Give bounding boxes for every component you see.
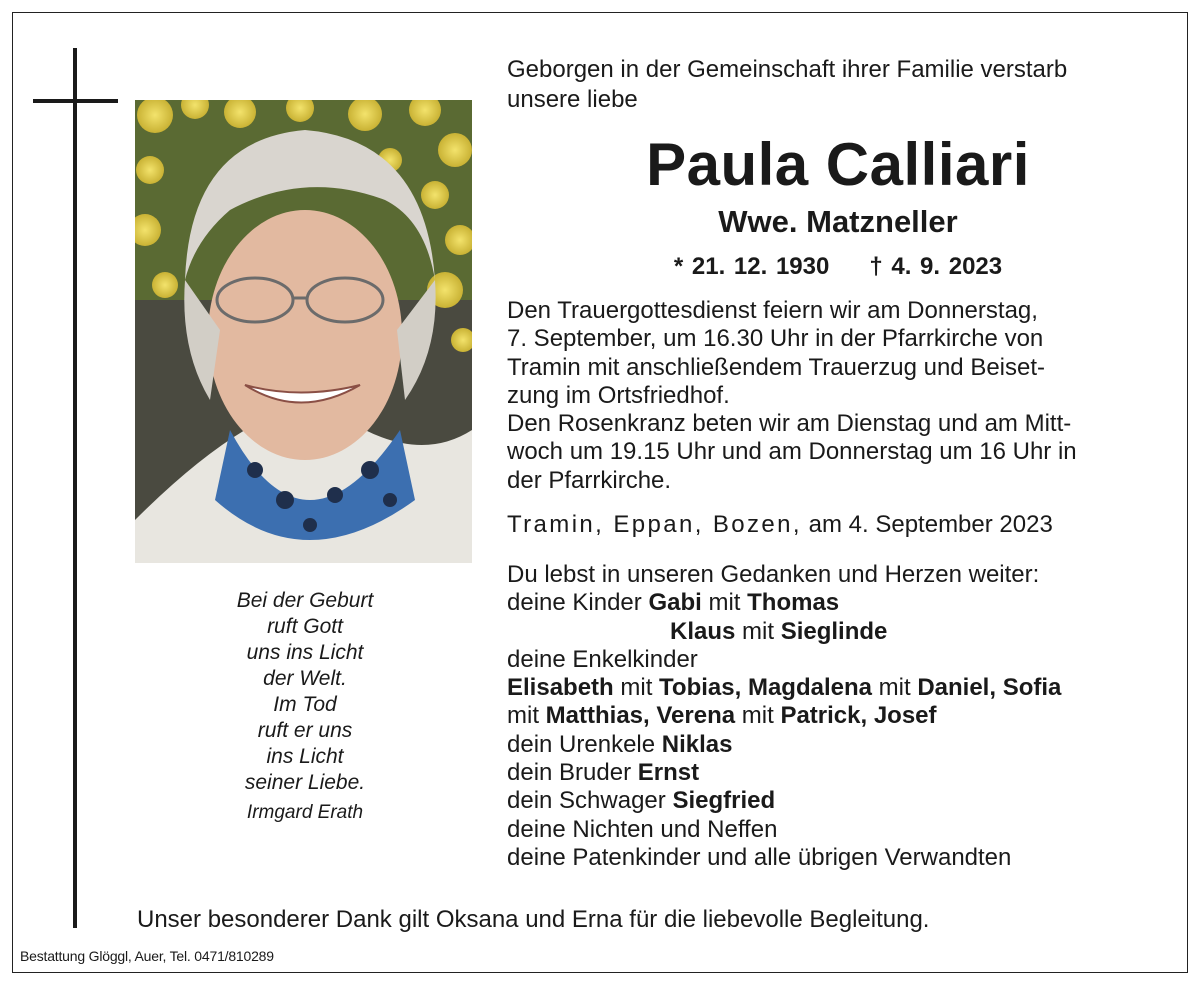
notice-date: am 4. September 2023 (808, 511, 1053, 538)
portrait-photo (135, 100, 472, 563)
poem-line: Bei der Geburt (236, 589, 374, 612)
label: dein Schwager (507, 787, 666, 815)
child-name: Gabi (648, 589, 702, 617)
poem-line: ruft er uns (257, 719, 353, 742)
partner-name: Sieglinde (780, 617, 888, 645)
places: Tramin, Eppan, Bozen, (507, 511, 802, 538)
brother-in-law-name: Siegfried (672, 787, 776, 815)
death-date: † 4. 9. 2023 (869, 253, 1003, 280)
poem (200, 588, 410, 826)
mourners-row: deine Nichten und Neffen (507, 815, 778, 843)
cross-bar (33, 99, 118, 103)
service-line: der Pfarrkirche. (507, 466, 672, 494)
partner-name: Thomas (747, 589, 840, 617)
grandchild-name: Daniel, Sofia (917, 674, 1062, 702)
mourners-intro: Du lebst in unseren Gedanken und Herzen weiter: (507, 561, 1040, 588)
mourners-row: deine Enkelkinder (507, 645, 698, 673)
mourners-row (507, 787, 1167, 815)
service-info (507, 297, 1167, 495)
grandchild-name: Tobias, Magdalena (659, 674, 872, 702)
service-line: Den Trauergottesdienst feiern wir am Donnerstag, (507, 297, 1038, 324)
poem-author: Irmgard Erath (246, 802, 364, 823)
mourners-row (507, 674, 1167, 702)
grandchild-name: Matthias, Verena (545, 702, 736, 730)
connector: mit (741, 702, 774, 730)
poem-line: der Welt. (263, 667, 347, 690)
label: deine Kinder (507, 589, 642, 617)
grandchild-name: Patrick, Josef (780, 702, 937, 730)
connector: mit (708, 589, 741, 617)
poem-line: ins Licht (266, 745, 344, 768)
intro-text (507, 55, 1177, 115)
brother-name: Ernst (637, 759, 700, 787)
mourners-list (507, 561, 1167, 872)
birth-date: * 21. 12. 1930 (673, 253, 830, 280)
mourners-row (507, 731, 1167, 759)
connector: mit (507, 702, 539, 730)
label: dein Urenkele (507, 730, 656, 758)
deceased-maiden-name: Wwe. Matzneller (718, 204, 958, 239)
service-line: 7. September, um 16.30 Uhr in der Pfarrkirche von (507, 325, 1044, 353)
intro-line: Geborgen in der Gemeinschaft ihrer Familie verstarb (507, 56, 1068, 83)
intro-line: unsere liebe (507, 86, 638, 113)
mourners-row: deine Patenkinder und alle übrigen Verwandten (507, 843, 1012, 871)
poem-line: Im Tod (273, 693, 337, 716)
service-line: woch um 19.15 Uhr und am Donnerstag um 16 Uhr in (507, 438, 1077, 466)
deceased-name: Paula Calliari (646, 131, 1030, 198)
great-grandchild-name: Niklas (661, 730, 733, 758)
service-line: zung im Ortsfriedhof. (507, 381, 730, 409)
thanks-note: Unser besonderer Dank gilt Oksana und Erna für die liebevolle Begleitung. (137, 906, 930, 933)
place-and-date (507, 510, 1053, 540)
connector: mit (878, 674, 911, 702)
service-line: Den Rosenkranz beten wir am Dienstag und am Mitt- (507, 410, 1072, 438)
portrait-illustration (135, 100, 472, 563)
poem-line: uns ins Licht (246, 641, 364, 664)
connector: mit (620, 674, 653, 702)
poem-line: seiner Liebe. (244, 771, 366, 794)
mourners-row (507, 589, 1167, 617)
cross-icon (73, 48, 77, 928)
connector: mit (742, 617, 775, 645)
label: dein Bruder (507, 759, 632, 787)
service-line: Tramin mit anschließendem Trauerzug und Beiset- (507, 353, 1046, 381)
child-name: Klaus (670, 617, 736, 645)
life-dates (507, 252, 1169, 282)
poem-line: ruft Gott (267, 615, 343, 638)
grandchild-name: Elisabeth (507, 674, 614, 702)
mourners-row (507, 759, 1167, 787)
funeral-home-credit: Bestattung Glöggl, Auer, Tel. 0471/810289 (20, 948, 274, 964)
mourners-row (507, 702, 1167, 730)
mourners-row (507, 618, 1167, 646)
